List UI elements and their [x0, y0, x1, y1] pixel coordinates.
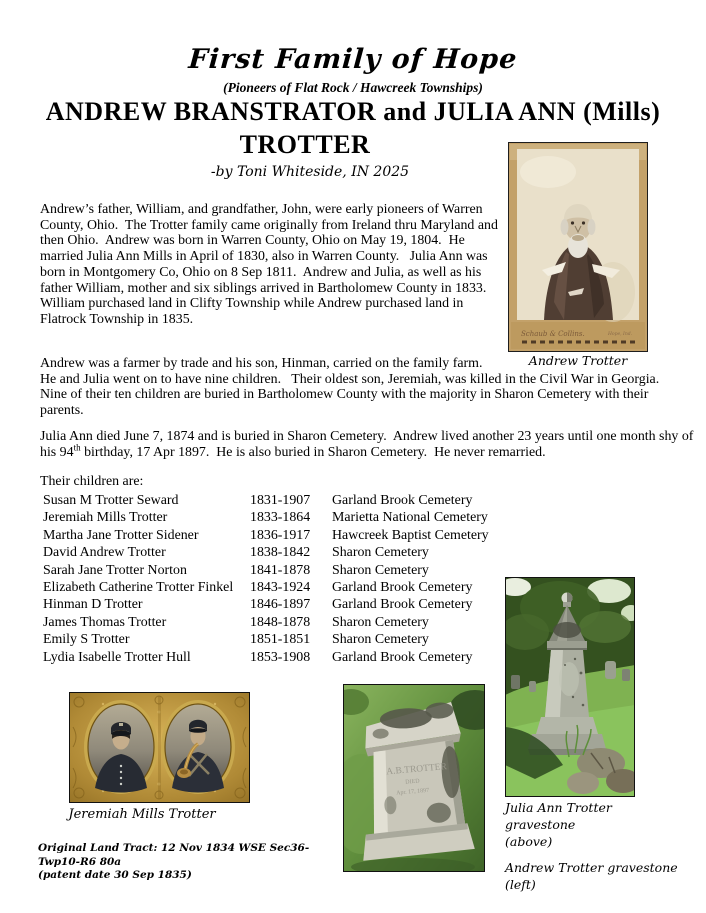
gravestone-inscription-date: Apr. 17, 1897	[395, 787, 430, 797]
child-cemetery: Garland Brook Cemetery	[332, 597, 473, 613]
julia-gravestone-caption-line1: Julia Ann Trotter gravestone	[505, 800, 612, 832]
child-years: 1833-1864	[250, 510, 311, 526]
land-tract-line2: (patent date 30 Sep 1835)	[38, 869, 192, 881]
table-row	[43, 492, 673, 509]
children-intro: Their children are:	[40, 474, 144, 489]
julia-gravestone-photo	[505, 577, 635, 797]
family-series-title: First Family of Hope	[187, 44, 519, 75]
paragraph-early-history: Andrew’s father, William, and grandfather, John, were early pioneers of Warren County, Ohio. The Trotter family came originally from Ireland thru Maryland and then Ohio. Andrew was born in Warren County, Ohio on May 19, 1804. He married Julia Ann Mills in April of 1830, also in Warren County. Julia Ann was born in Montgomery Co, Ohio on 8 Sep 1811. Andrew and Julia, as well as his father William, mother and six siblings arrived in Bartholomew County in 1833. William purchased land in Clifty Township while Andrew purchased land in Flatrock Township in 1835.	[40, 202, 502, 327]
child-years: 1853-1908	[250, 649, 311, 665]
andrew-gravestone-caption	[505, 859, 685, 893]
andrew-gravestone-caption-line1: Andrew Trotter gravestone	[505, 860, 678, 875]
land-tract-note	[38, 842, 328, 883]
child-years: 1846-1897	[250, 597, 311, 613]
child-years: 1841-1878	[250, 562, 311, 578]
julia-gravestone-image	[505, 577, 635, 797]
child-cemetery: Marietta National Cemetery	[332, 510, 488, 526]
studio-imprint-text: Schaub & Collins.	[521, 330, 585, 338]
gravestone-captions	[505, 799, 685, 893]
child-years: 1831-1907	[250, 493, 311, 508]
child-name: James Thomas Trotter	[43, 614, 167, 630]
child-name: Hinman D Trotter	[43, 597, 143, 613]
jeremiah-photo-caption: Jeremiah Mills Trotter	[68, 807, 216, 822]
child-cemetery: Garland Brook Cemetery	[332, 649, 473, 665]
child-name: David Andrew Trotter	[43, 545, 166, 561]
child-name: Martha Jane Trotter Sidener	[43, 527, 199, 543]
child-cemetery: Hawcreek Baptist Cemetery	[332, 527, 489, 543]
child-name: Sarah Jane Trotter Norton	[43, 562, 187, 578]
child-name: Emily S Trotter	[43, 632, 130, 648]
child-years: 1851-1851	[250, 632, 311, 648]
child-years: 1836-1917	[250, 527, 311, 543]
andrew-trotter-portrait-photo	[508, 142, 648, 352]
child-cemetery: Sharon Cemetery	[332, 614, 429, 630]
julia-gravestone-caption-line2: (above)	[505, 834, 553, 849]
child-name: Jeremiah Mills Trotter	[43, 510, 168, 526]
paragraph-deaths-text-a: Julia Ann died June 7, 1874 and is buried in Sharon Cemetery. Andrew lived another 23 years until one month shy of his 94	[40, 429, 697, 460]
child-name: Elizabeth Catherine Trotter Finkel	[43, 580, 234, 596]
page-title-line1: ANDREW BRANSTRATOR and JULIA ANN (Mills)	[45, 97, 661, 126]
byline: -by Toni Whiteside, IN 2025	[210, 164, 410, 180]
paragraph-family-farm-text: Andrew was a farmer by trade and his son, Hinman, carried on the family farm. He and Julia went on to have nine children. Their oldest son, Jeremiah, was killed in the Civil War in Georgia. Nine of their ten children are buried in Bartholomew County with the majority in Sharon Cemetery with their parents.	[40, 356, 667, 419]
andrew-gravestone-caption-line2: (left)	[505, 877, 536, 892]
page-title-line2: TROTTER	[239, 130, 371, 159]
julia-gravestone-caption	[505, 799, 685, 850]
gravestone-inscription-died: DIED	[405, 778, 420, 786]
child-years: 1838-1842	[250, 545, 311, 561]
land-tract-line1: Original Land Tract: 12 Nov 1834 WSE Sec36-Twp10-R6 80a	[38, 842, 310, 868]
child-name: Lydia Isabelle Trotter Hull	[43, 649, 191, 665]
child-years: 1848-1878	[250, 614, 311, 630]
child-cemetery: Garland Brook Cemetery	[332, 493, 473, 508]
andrew-gravestone-image	[343, 684, 485, 872]
table-row	[43, 544, 673, 561]
jeremiah-mills-trotter-photo	[69, 692, 250, 803]
paragraph-family-farm	[40, 356, 690, 419]
jeremiah-mills-trotter-image	[69, 692, 250, 803]
gravestone-inscription-name: A.B.TROTTER	[385, 762, 448, 778]
andrew-gravestone-photo	[343, 684, 485, 872]
child-cemetery: Sharon Cemetery	[332, 562, 429, 578]
paragraph-deaths	[40, 429, 696, 460]
paragraph-deaths-text-b: birthday, 17 Apr 1897. He is also buried in Sharon Cemetery. He never remarried.	[80, 444, 546, 460]
table-row	[43, 509, 673, 526]
ordinal-superscript: th	[73, 442, 81, 453]
child-name: Susan M Trotter Seward	[43, 493, 179, 508]
andrew-portrait-caption: Andrew Trotter	[528, 353, 628, 368]
andrew-trotter-portrait-image	[508, 142, 648, 352]
child-cemetery: Garland Brook Cemetery	[332, 580, 473, 596]
table-row	[43, 527, 673, 544]
child-years: 1843-1924	[250, 580, 311, 596]
text-wrap-spacer	[502, 356, 690, 369]
child-cemetery: Sharon Cemetery	[332, 632, 429, 648]
child-cemetery: Sharon Cemetery	[332, 545, 429, 561]
studio-location-text: Hope, Ind.	[608, 332, 633, 337]
series-subtitle: (Pioneers of Flat Rock / Hawcreek Townships)	[223, 80, 483, 95]
